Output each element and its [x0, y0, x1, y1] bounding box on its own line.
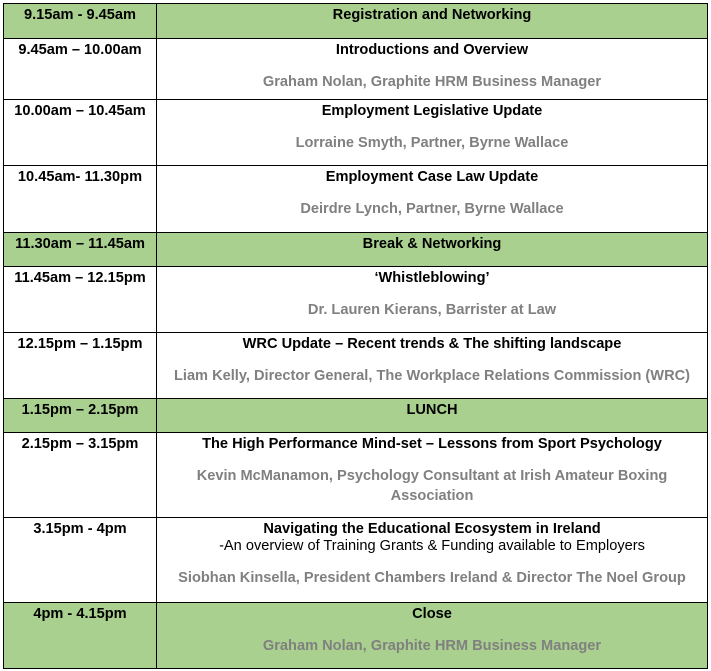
session-cell: [157, 4, 708, 39]
table-row: [4, 602, 708, 668]
session-time: 1.15pm – 2.15pm: [4, 399, 157, 433]
session-speaker: Kevin McManamon, Psychology Consultant at Irish Amateur Boxing Association: [196, 468, 668, 505]
session-subtitle: -An overview of Training Grants & Funding available to Employers: [219, 538, 645, 555]
session-time: 3.15pm - 4pm: [4, 518, 157, 602]
session-cell: [157, 39, 708, 100]
session-title: Employment Case Law Update: [325, 169, 539, 186]
session-title: Employment Legislative Update: [321, 103, 543, 120]
session-cell: [157, 100, 708, 166]
session-speaker: Graham Nolan, Graphite HRM Business Manager: [262, 74, 602, 91]
table-row: [4, 100, 708, 166]
table-row: [4, 4, 708, 39]
session-speaker: Liam Kelly, Director General, The Workplace Relations Commission (WRC): [173, 367, 691, 384]
table-row: [4, 39, 708, 100]
session-title: LUNCH: [406, 402, 458, 419]
session-time: 9.45am – 10.00am: [4, 39, 157, 100]
session-speaker: Siobhan Kinsella, President Chambers Ireland & Director The Noel Group: [178, 570, 686, 587]
session-speaker: Graham Nolan, Graphite HRM Business Manager: [262, 637, 602, 654]
table-row: [4, 232, 708, 266]
session-cell: [157, 602, 708, 668]
session-title: Introductions and Overview: [335, 42, 529, 59]
session-time: 4pm - 4.15pm: [4, 602, 157, 668]
session-cell: [157, 166, 708, 232]
session-time: 12.15pm – 1.15pm: [4, 332, 157, 398]
session-title: WRC Update – Recent trends & The shifting landscape: [242, 335, 622, 352]
session-time: 11.45am – 12.15pm: [4, 266, 157, 332]
agenda-table: [3, 3, 708, 669]
session-cell: [157, 266, 708, 332]
session-title: Navigating the Educational Ecosystem in Ireland: [263, 521, 601, 538]
session-title: Break & Networking: [362, 235, 502, 252]
table-row: [4, 332, 708, 398]
session-time: 2.15pm – 3.15pm: [4, 433, 157, 518]
session-speaker: Lorraine Smyth, Partner, Byrne Wallace: [295, 135, 569, 152]
table-row: [4, 399, 708, 433]
session-speaker: Deirdre Lynch, Partner, Byrne Wallace: [300, 201, 564, 218]
session-title: Close: [412, 605, 452, 622]
session-time: 11.30am – 11.45am: [4, 232, 157, 266]
table-row: [4, 433, 708, 518]
session-time: 10.45am- 11.30pm: [4, 166, 157, 232]
session-time: 10.00am – 10.45am: [4, 100, 157, 166]
table-row: [4, 266, 708, 332]
session-cell: [157, 518, 708, 602]
session-time: 9.15am - 9.45am: [4, 4, 157, 39]
session-cell: [157, 232, 708, 266]
session-title: The High Performance Mind-set – Lessons from Sport Psychology: [202, 436, 662, 453]
session-speaker: Dr. Lauren Kierans, Barrister at Law: [307, 301, 557, 318]
session-title: ‘Whistleblowing’: [374, 269, 490, 286]
session-cell: [157, 399, 708, 433]
session-cell: [157, 332, 708, 398]
session-title: Registration and Networking: [332, 7, 532, 23]
table-row: [4, 518, 708, 602]
table-row: [4, 166, 708, 232]
session-cell: [157, 433, 708, 518]
